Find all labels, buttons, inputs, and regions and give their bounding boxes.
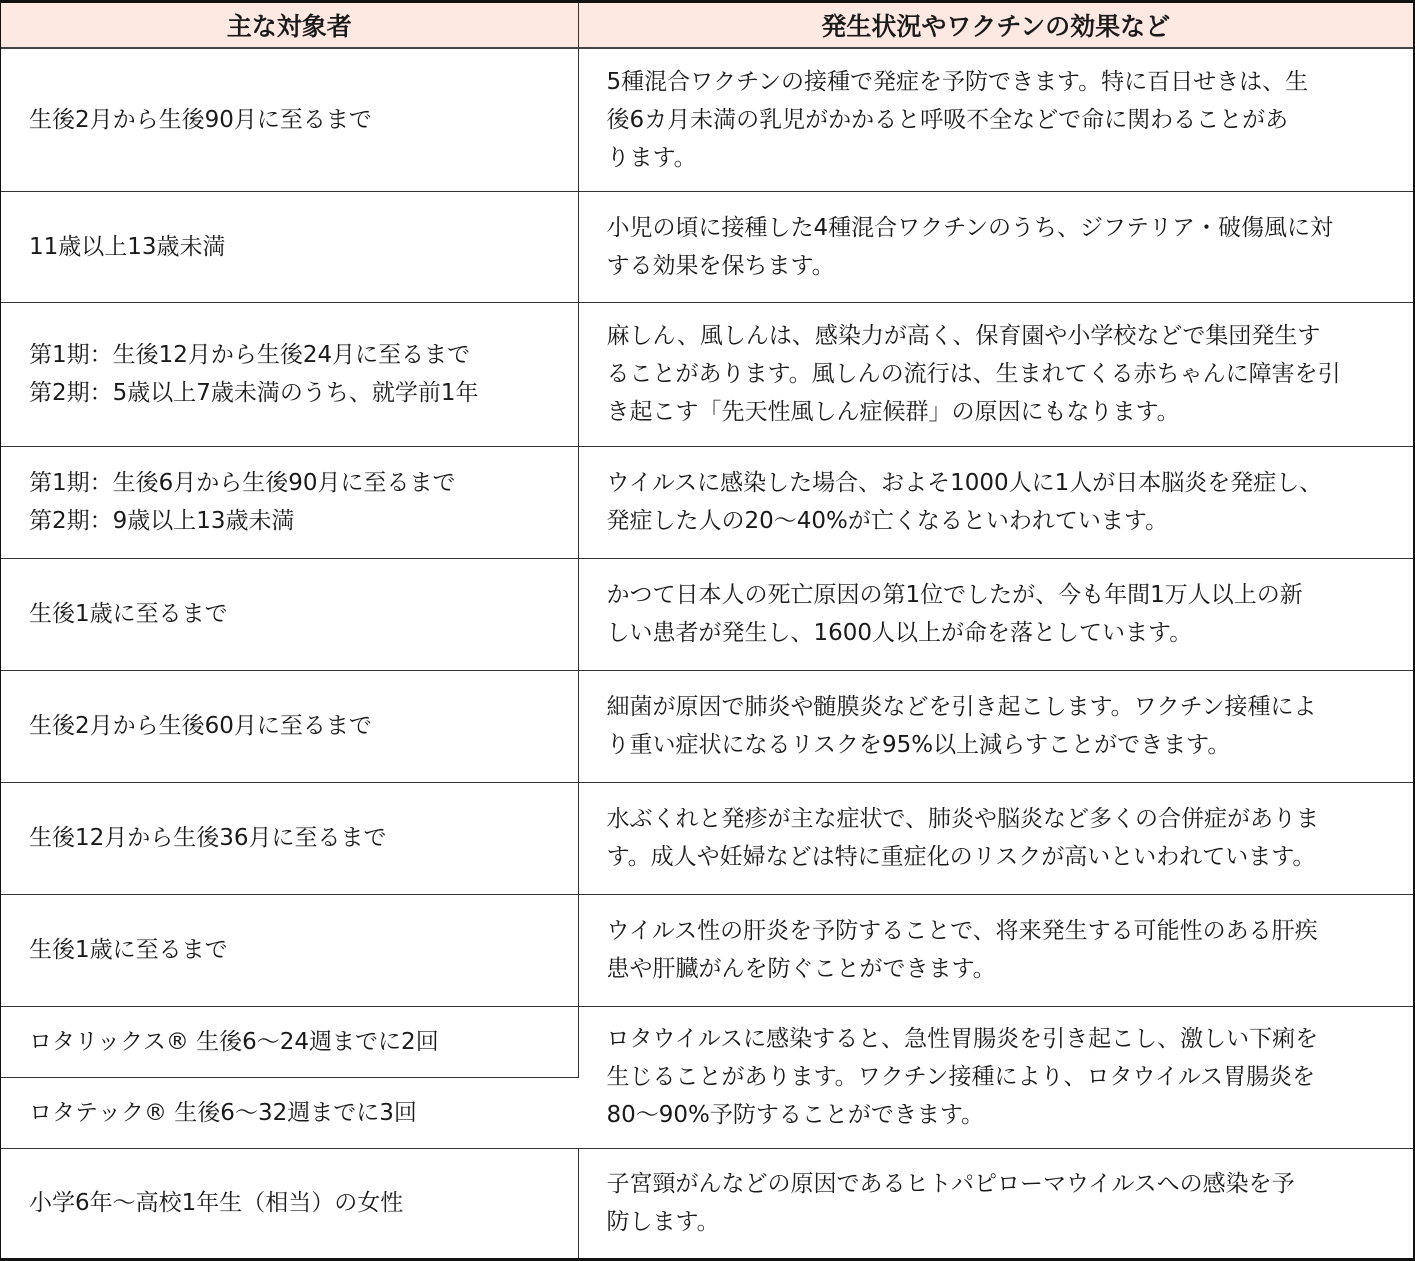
target-cell-rotateq: ロタテック® 生後6〜32週までに3回 — [1, 1077, 578, 1148]
vaccine-table — [1, 3, 1413, 1258]
table-row — [1, 48, 1413, 191]
table-row — [1, 446, 1413, 558]
effect-cell: 小児の頃に接種した4種混合ワクチンのうち、ジフテリア・破傷風に対 する効果を保ちます。 — [578, 191, 1413, 302]
table-row — [1, 302, 1413, 446]
table-row — [1, 1148, 1413, 1258]
effect-cell: ウイルス性の肝炎を予防することで、将来発生する可能性のある肝疾 患や肝臓がんを防ぐことができます。 — [578, 894, 1413, 1006]
target-cell: 生後2月から生後90月に至るまで — [1, 48, 578, 191]
target-cell: 小学6年〜高校1年生（相当）の女性 — [1, 1148, 578, 1258]
table-row — [1, 191, 1413, 302]
effect-cell: 細菌が原因で肺炎や髄膜炎などを引き起こします。ワクチン接種によ り重い症状になるリスクを95%以上減らすことができます。 — [578, 670, 1413, 782]
target-cell: 第1期：生後6月から生後90月に至るまで 第2期：9歳以上13歳未満 — [1, 446, 578, 558]
table-row — [1, 782, 1413, 894]
header-row — [1, 3, 1413, 48]
effect-cell: 麻しん、風しんは、感染力が高く、保育園や小学校などで集団発生す ることがあります。風しんの流行は、生まれてくる赤ちゃんに障害を引 き起こす「先天性風しん症候群」の原因にもなります。 — [578, 302, 1413, 446]
target-cell-rotarix: ロタリックス® 生後6〜24週までに2回 — [1, 1006, 578, 1077]
header-target: 主な対象者 — [1, 3, 578, 48]
effect-cell: かつて日本人の死亡原因の第1位でしたが、今も年間1万人以上の新 しい患者が発生し、1600人以上が命を落としています。 — [578, 558, 1413, 670]
target-cell: 生後1歳に至るまで — [1, 894, 578, 1006]
effect-cell-rotavirus: ロタウイルスに感染すると、急性胃腸炎を引き起こし、激しい下痢を 生じることがあります。ワクチン接種により、ロタウイルス胃腸炎を 80〜90%予防することができます。 — [578, 1006, 1413, 1148]
table-row — [1, 894, 1413, 1006]
header-effect: 発生状況やワクチンの効果など — [578, 3, 1413, 48]
target-cell: 生後1歳に至るまで — [1, 558, 578, 670]
effect-cell: ウイルスに感染した場合、およそ1000人に1人が日本脳炎を発症し、 発症した人の20〜40%が亡くなるといわれています。 — [578, 446, 1413, 558]
effect-cell: 水ぶくれと発疹が主な症状で、肺炎や脳炎など多くの合併症がありま す。成人や妊婦などは特に重症化のリスクが高いといわれています。 — [578, 782, 1413, 894]
effect-cell: 子宮頸がんなどの原因であるヒトパピローマウイルスへの感染を予 防します。 — [606, 1171, 1295, 1236]
table-row — [1, 558, 1413, 670]
target-cell: 生後2月から生後60月に至るまで — [1, 670, 578, 782]
target-cell: 生後12月から生後36月に至るまで — [1, 782, 578, 894]
table-row — [1, 670, 1413, 782]
target-cell: 第1期：生後12月から生後24月に至るまで 第2期：5歳以上7歳未満のうち、就学前1年 — [1, 302, 578, 446]
table-row — [1, 1006, 1413, 1077]
target-cell: 11歳以上13歳未満 — [1, 191, 578, 302]
effect-cell: 5種混合ワクチンの接種で発症を予防できます。特に百日せきは、生 後6カ月未満の乳児がかかると呼吸不全などで命に関わることがあ ります。 — [578, 48, 1413, 191]
